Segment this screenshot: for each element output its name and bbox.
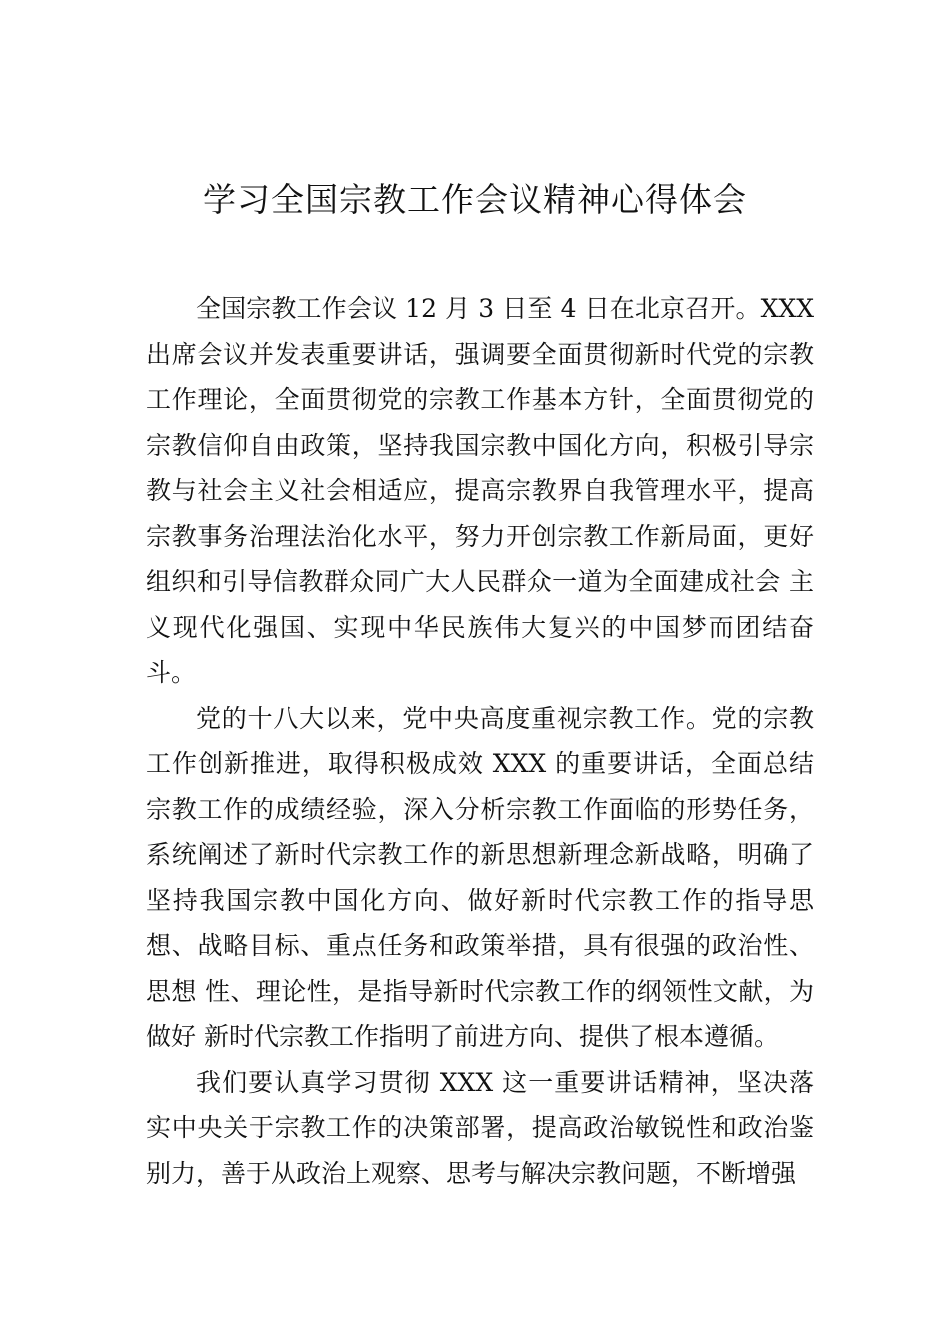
paragraph-2: 党的十八大以来，党中央高度重视宗教工作。党的宗教工作创新推进，取得积极成效 XXX 的重要讲话，全面总结宗教工作的成绩经验，深入分析宗教工作面临的形势任务， 系统阐述了新时代宗教工作的新思想新理念新战略，明确了 坚持我国宗教中国化方向、做好新时代宗教工作的指导思想、战略目标、重点任务和政策举措，具有很强的政治性、思想 性、理论性，是指导新时代宗教工作的纲领性文献，为做好 新时代宗教工作指明了前进方向、提供了根本遵循。	[146, 703, 814, 1051]
paragraph-3: 我们要认真学习贯彻 XXX 这一重要讲话精神，坚决落实中央关于宗教工作的决策部署，提高政治敏锐性和政治鉴别力，善于从政治上观察、思考与解决宗教问题，不断增强	[146, 1067, 814, 1188]
document-body	[146, 286, 814, 1196]
document-title: 学习全国宗教工作会议精神心得体会	[203, 180, 747, 219]
paragraph-1: 全国宗教工作会议 12 月 3 日至 4 日在北京召开。XXX 出席会议并发表重要讲话，强调要全面贯彻新时代党的宗教工作理论，全面贯彻党的宗教工作基本方针，全面贯彻党的宗教信仰自由政策，坚持我国宗教中国化方向，积极引导宗教与社会主义社会相适应，提高宗教界自我管理水平，提高宗教事务治理法治化水平，努力开创宗教工作新局面，更好组织和引导信教群众同广大人民群众一道为全面建成社会 主义现代化强国、实现中华民族伟大复兴的中国梦而团结奋斗。	[146, 294, 814, 687]
